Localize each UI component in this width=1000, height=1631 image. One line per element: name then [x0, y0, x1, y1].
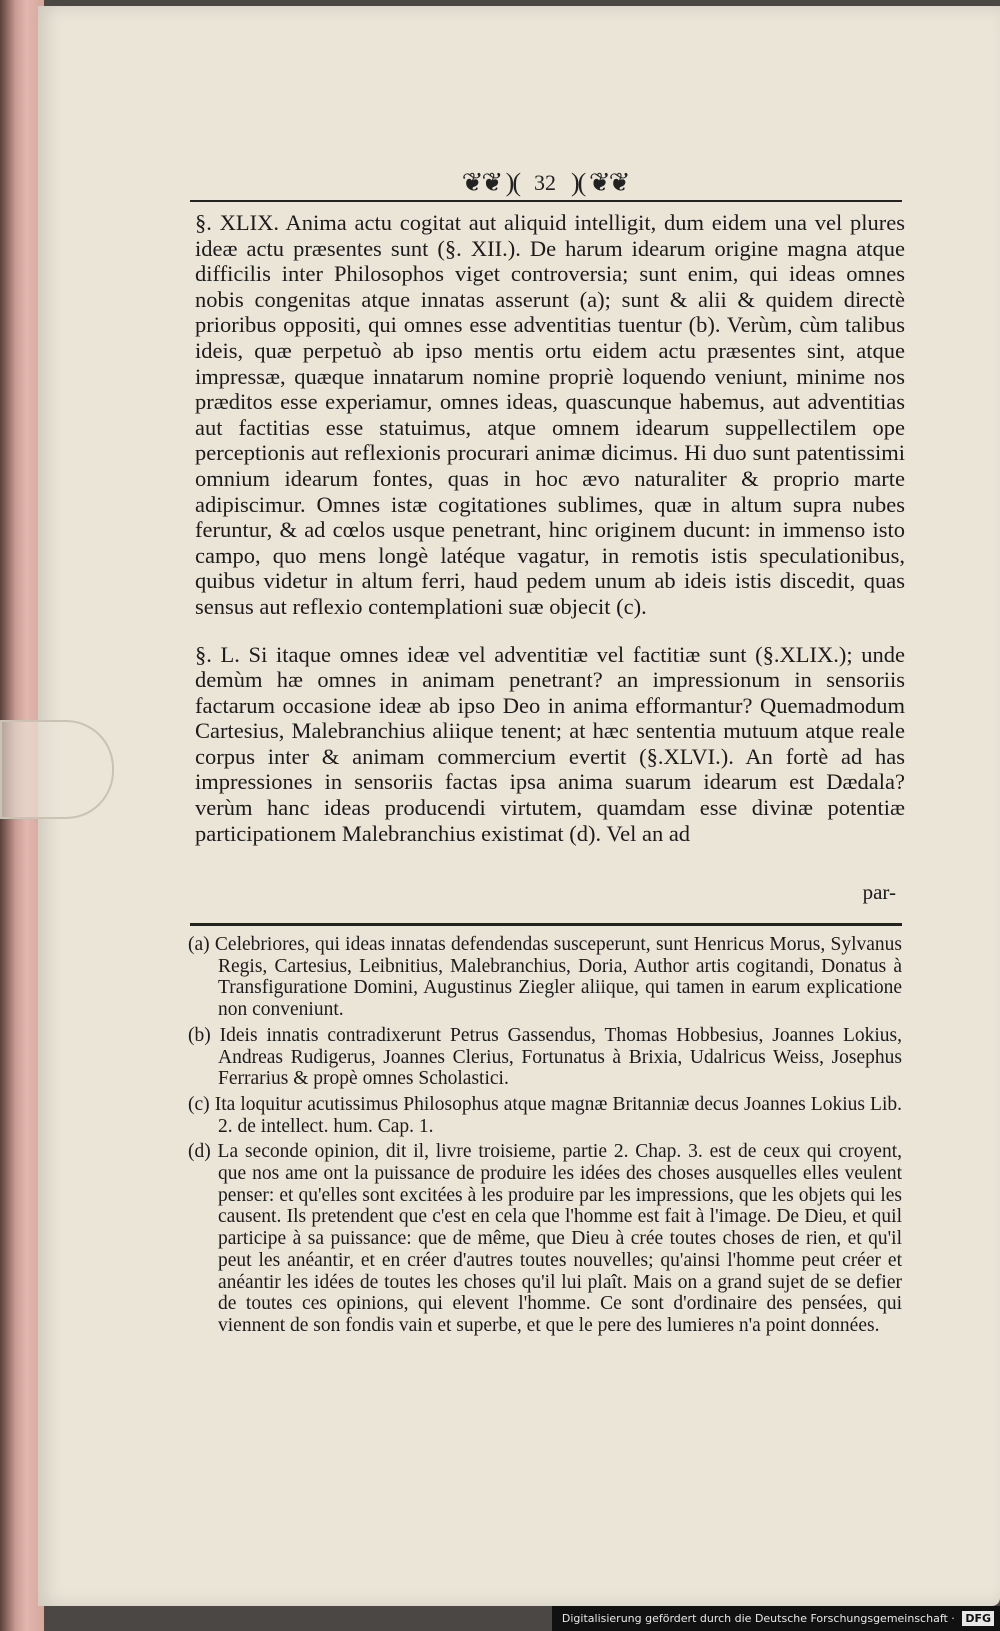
footnote-d: (d) La seconde opinion, dit il, livre troisieme, partie 2. Chap. 3. est de ceux qui croyent, que nos ame ont la puissance de produire les idées des choses ausquelles elles veulent penser: et qu'elles sont excitées à les produire par les impressions, que les objets qui les causent. Ils pretendent que c'est en cela que l'homme est fait à l'image. De Dieu, et quil participe à sa puissance: que de même, que Dieu à crée toutes choses de rien, et qu'il peut les anéantir, et en créer d'autres toutes nouvelles; qu'ainsi l'homme peut créer et anéantir les idées de toutes les choses qu'il lui plaît. Mais on a grand sujet de se defier de toutes ces opinions, qui elevent l'homme. Ce sont d'ordinaire des pensées, qui viennent de son fondis vain et superbe, et que le pere des lumieres n'a point données. [188, 1141, 902, 1336]
paragraph-l: §. L. Si itaque omnes ideæ vel adventitiæ vel factitiæ sunt (§.XLIX.); unde demùm hæ omnes in animam penetrant? an impressionum in sensoriis factarum occasione ideæ ab ipso Deo in anima efformantur? Quemadmodum Cartesius, Malebranchius aliique tenent; at hæc sententia mutuum atque reale corpus inter & animam commercium evertit (§.XLVI.). An fortè ad has impressiones in sensoriis factas ipsa anima suarum idearum est Dædala? verùm hanc ideas producendi virtutem, quamdam esse divinæ potentiæ participationem Malebranchius existimat (d). Vel an ad [195, 641, 905, 846]
running-header [190, 168, 900, 198]
footnote-a: (a) Celebriores, qui ideas innatas defendendas susceperunt, sunt Henricus Morus, Sylvanus Regis, Cartesius, Leibnitius, Malebranchius, Doria, Author artis cogitandi, Donatus à Transfiguratione Domini, Augustinus Ziegler aliique, qui tamen in earum explicatione non conveniunt. [188, 934, 902, 1021]
dfg-logo: DFG [962, 1611, 994, 1626]
footnote-c: (c) Ita loquitur acutissimus Philosophus atque magnæ Britanniæ decus Joannes Lokius Lib. 2. de intellect. hum. Cap. 1. [188, 1093, 902, 1137]
footnote-rule [190, 923, 902, 926]
catchword: par- [862, 880, 896, 904]
ornament-left: ❦❦ )( [461, 168, 519, 197]
page-clip [0, 720, 114, 819]
page-number: 32 [534, 170, 556, 195]
footer-text: Digitalisierung gefördert durch die Deutsche Forschungsgemeinschaft · [561, 1612, 955, 1625]
ornament-right: )( ❦❦ [571, 168, 629, 197]
footnotes [188, 934, 902, 1341]
main-text [195, 210, 905, 868]
paragraph-xlix: §. XLIX. Anima actu cogitat aut aliquid intelligit, dum eidem una vel plures ideæ actu præsentes sunt (§. XII.). De harum idearum origine magna atque difficilis inter Philosophos viget controversia; sunt enim, qui ideas omnes nobis congenitas atque innatas asserunt (a); sunt & alii & quidem directè prioribus oppositi, qui omnes esse adventitias tuentur (b). Verùm, cùm talibus ideis, quæ perpetuò ab ipso mentis ortu eidem actu præsentes sint, atque impressæ, quæque innatarum nomine propriè loquendo veniunt, minime nos præditos esse experiamur, omnes ideas, quascunque habemus, aut adventitias aut factitias esse statuimus, atque omnem idearum suppellectilem ope perceptionis aut reflexionis procurari animæ dicimus. Hi duo sunt patentissimi omnium idearum fontes, quas in hoc ævo naturaliter & proprio marte adipiscimur. Omnes istæ cogitationes sublimes, quæ in altum supra nubes feruntur, & ad cœlos usque penetrant, hinc originem ducunt: in immenso isto campo, quo mens longè latéque vagatur, in remotis istis speculationibus, quibus videtur in altum ferri, haud pedem unum ab ideis istis discedit, quas sensus aut reflexio contemplationi suæ objecit (c). [195, 210, 905, 619]
footnote-b: (b) Ideis innatis contradixerunt Petrus Gassendus, Thomas Hobbesius, Joannes Lokius, Andreas Rudigerus, Joannes Clerius, Fortunatus à Brixia, Udalricus Weiss, Josephus Ferrarius & propè omnes Scholastici. [188, 1024, 902, 1090]
digitization-footer [552, 1606, 1000, 1631]
header-rule [190, 200, 902, 202]
